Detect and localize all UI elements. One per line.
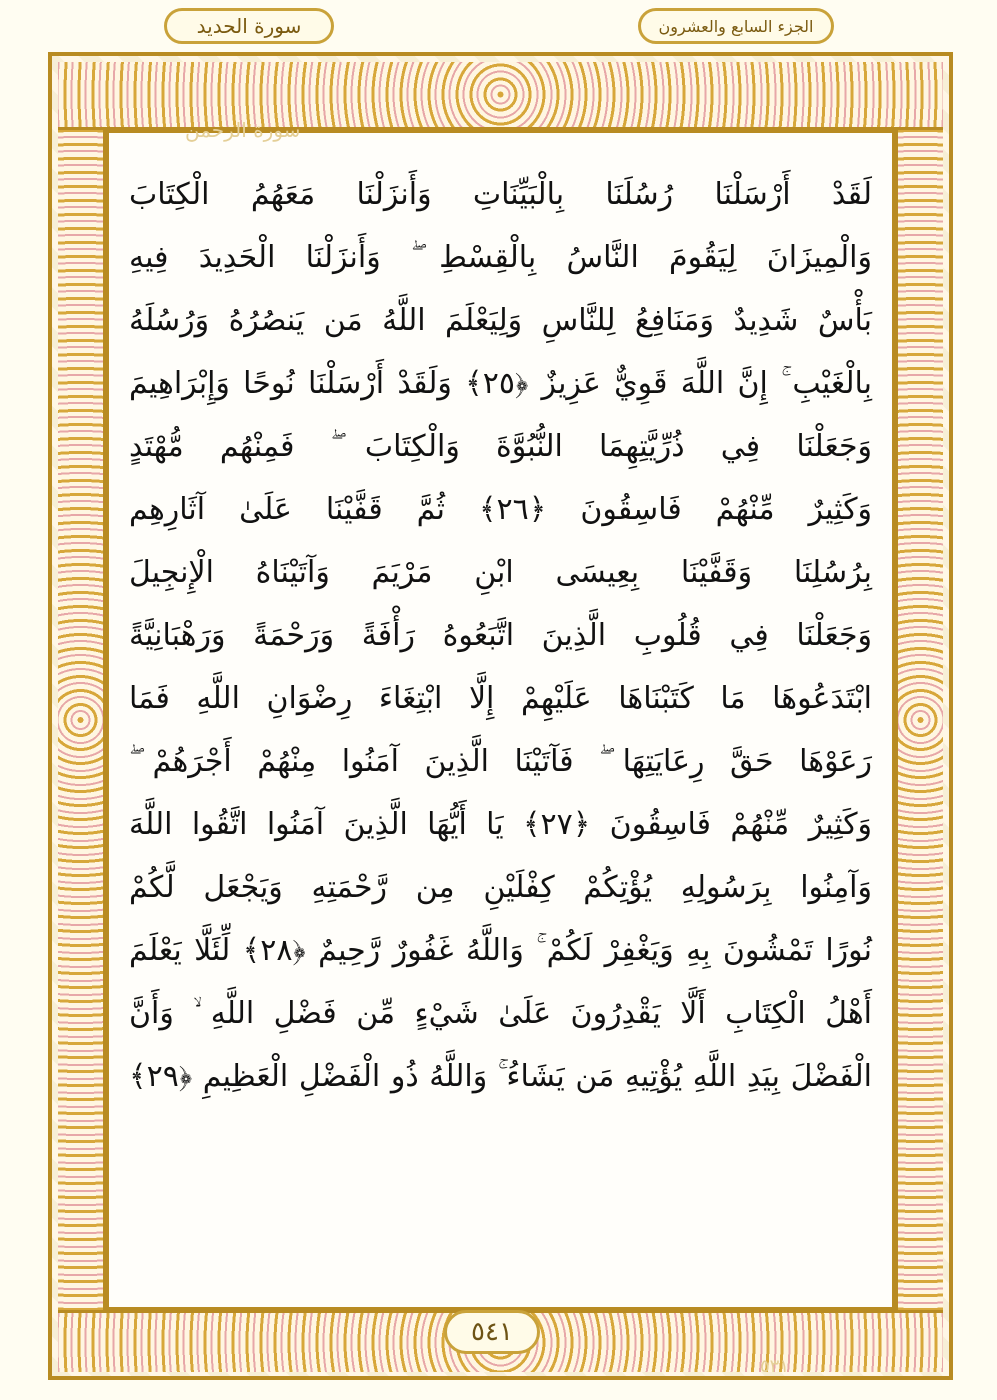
verse-line: رَعَوْهَا حَقَّ رِعَايَتِهَا ۖ فَآتَيْنَا الَّذِينَ آمَنُوا مِنْهُمْ أَجْرَهُمْ ۖ (129, 744, 872, 779)
faded-page-number: ٥٣١ (760, 1356, 790, 1377)
juz-name-label: الجزء السابع والعشرون (638, 8, 834, 44)
page-content (106, 130, 895, 1310)
verse-line: بَأْسٌ شَدِيدٌ وَمَنَافِعُ لِلنَّاسِ وَلِيَعْلَمَ اللَّهُ مَن يَنصُرُهُ وَرُسُلَهُ (129, 303, 872, 338)
page-number-badge: ٥٤١ (444, 1310, 540, 1354)
verse-line: الْفَضْلَ بِيَدِ اللَّهِ يُؤْتِيهِ مَن يَشَاءُ ۚ وَاللَّهُ ذُو الْفَضْلِ الْعَظِيمِ ﴿٢٩﴾ (129, 1059, 872, 1094)
verse-line: وَجَعَلْنَا فِي ذُرِّيَّتِهِمَا النُّبُوَّةَ وَالْكِتَابَ ۖ فَمِنْهُم مُّهْتَدٍ (129, 429, 872, 464)
verse-lines (129, 163, 872, 1108)
verse-line: أَهْلُ الْكِتَابِ أَلَّا يَقْدِرُونَ عَلَىٰ شَيْءٍ مِّن فَضْلِ اللَّهِ ۙ وَأَنَّ (129, 996, 872, 1031)
verse-line: وَجَعَلْنَا فِي قُلُوبِ الَّذِينَ اتَّبَعُوهُ رَأْفَةً وَرَحْمَةً وَرَهْبَانِيَّةً (129, 618, 872, 653)
surah-name-label: سورة الحديد (164, 8, 334, 44)
right-ornament-band (895, 130, 943, 1310)
left-ornament-band (58, 130, 106, 1310)
verse-line: لَقَدْ أَرْسَلْنَا رُسُلَنَا بِالْبَيِّنَاتِ وَأَنزَلْنَا مَعَهُمُ الْكِتَابَ (129, 177, 872, 212)
verse-line: وَكَثِيرٌ مِّنْهُمْ فَاسِقُونَ ﴿٢٦﴾ ثُمَّ قَفَّيْنَا عَلَىٰ آثَارِهِم (129, 492, 872, 527)
verse-line: وَالْمِيزَانَ لِيَقُومَ النَّاسُ بِالْقِسْطِ ۖ وَأَنزَلْنَا الْحَدِيدَ فِيهِ (129, 240, 872, 275)
verse-line: بِرُسُلِنَا وَقَفَّيْنَا بِعِيسَى ابْنِ مَرْيَمَ وَآتَيْنَاهُ الْإِنجِيلَ (129, 555, 872, 590)
verse-line: وَآمِنُوا بِرَسُولِهِ يُؤْتِكُمْ كِفْلَيْنِ مِن رَّحْمَتِهِ وَيَجْعَل لَّكُمْ (129, 870, 872, 905)
verse-line: وَكَثِيرٌ مِّنْهُمْ فَاسِقُونَ ﴿٢٧﴾ يَا أَيُّهَا الَّذِينَ آمَنُوا اتَّقُوا اللَّهَ (129, 807, 872, 842)
verse-line: نُورًا تَمْشُونَ بِهِ وَيَغْفِرْ لَكُمْ ۚ وَاللَّهُ غَفُورٌ رَّحِيمٌ ﴿٢٨﴾ لِّئَلَّا يَعْلَمَ (129, 933, 872, 968)
verse-line: بِالْغَيْبِ ۚ إِنَّ اللَّهَ قَوِيٌّ عَزِيزٌ ﴿٢٥﴾ وَلَقَدْ أَرْسَلْنَا نُوحًا وَإِبْرَاهِيمَ (129, 366, 872, 401)
verse-line: ابْتَدَعُوهَا مَا كَتَبْنَاهَا عَلَيْهِمْ إِلَّا ابْتِغَاءَ رِضْوَانِ اللَّهِ فَمَا (129, 681, 872, 716)
faded-header-text: سورة الرحمن (185, 118, 301, 142)
